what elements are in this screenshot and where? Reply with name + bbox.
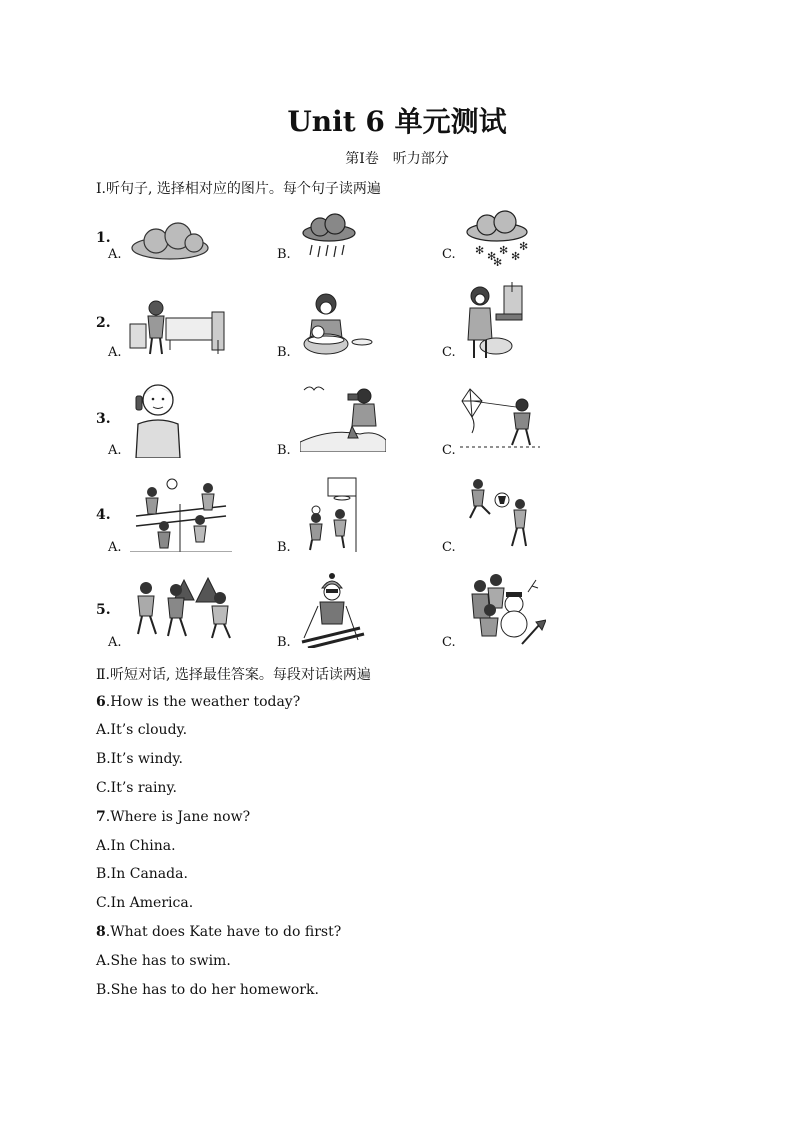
choice-7a: A.In China. bbox=[96, 838, 176, 854]
svg-text:✻: ✻ bbox=[511, 250, 521, 263]
option-label: A. bbox=[108, 443, 122, 458]
svg-text:✻: ✻ bbox=[499, 244, 509, 257]
choice-7c: C.In America. bbox=[96, 895, 194, 911]
basketball-picture[interactable] bbox=[298, 474, 360, 552]
option-label: C. bbox=[442, 247, 456, 262]
choice-7b: B.In Canada. bbox=[96, 866, 188, 882]
section-1-heading: Ⅰ.听句子, 选择相对应的图片。每个句子读两遍 bbox=[96, 181, 381, 197]
question-6: 6.How is the weather today? bbox=[96, 694, 301, 710]
volleyball-picture[interactable] bbox=[130, 476, 232, 552]
question-number: 1. bbox=[96, 230, 111, 246]
soccer-picture[interactable] bbox=[462, 474, 538, 552]
part-subtitle: 第Ⅰ卷 听力部分 bbox=[345, 151, 449, 167]
boy-on-phone-picture[interactable] bbox=[130, 380, 186, 458]
choice-6c: C.It’s rainy. bbox=[96, 780, 177, 796]
option-label: A. bbox=[108, 247, 122, 262]
cooking-picture[interactable] bbox=[462, 282, 526, 360]
option-label: B. bbox=[277, 247, 291, 262]
question-number: 3. bbox=[96, 411, 111, 427]
option-label: B. bbox=[277, 635, 291, 650]
option-label: C. bbox=[442, 443, 456, 458]
svg-text:✻: ✻ bbox=[487, 250, 497, 263]
washing-dishes-picture[interactable] bbox=[296, 290, 376, 358]
rainy-icon[interactable] bbox=[300, 213, 358, 263]
option-label: C. bbox=[442, 345, 456, 360]
option-label: A. bbox=[108, 540, 122, 555]
page-title: Unit 6 单元测试 bbox=[287, 105, 507, 138]
question-number: 2. bbox=[96, 315, 111, 331]
section-2-heading: Ⅱ.听短对话, 选择最佳答案。每段对话读两遍 bbox=[96, 667, 371, 683]
boy-flying-kite-picture[interactable] bbox=[460, 385, 540, 451]
option-label: A. bbox=[108, 345, 122, 360]
option-label: C. bbox=[442, 540, 456, 555]
svg-text:✻: ✻ bbox=[475, 244, 485, 257]
question-number: 5. bbox=[96, 602, 111, 618]
question-7: 7.Where is Jane now? bbox=[96, 809, 251, 825]
option-label: B. bbox=[277, 540, 291, 555]
choice-8b: B.She has to do her homework. bbox=[96, 982, 319, 998]
option-label: B. bbox=[277, 345, 291, 360]
option-label: A. bbox=[108, 635, 122, 650]
question-number: 4. bbox=[96, 507, 111, 523]
question-8: 8.What does Kate have to do first? bbox=[96, 924, 342, 940]
making-bed-picture[interactable] bbox=[126, 298, 228, 360]
cloudy-icon[interactable] bbox=[128, 222, 212, 262]
choice-6a: A.It’s cloudy. bbox=[96, 722, 188, 738]
svg-text:✻: ✻ bbox=[519, 240, 529, 253]
choice-6b: B.It’s windy. bbox=[96, 751, 183, 767]
option-label: C. bbox=[442, 635, 456, 650]
skating-picture[interactable] bbox=[128, 576, 240, 642]
snowy-icon[interactable] bbox=[463, 210, 531, 266]
snowman-picture[interactable] bbox=[466, 570, 546, 650]
choice-8a: A.She has to swim. bbox=[96, 953, 231, 969]
option-label: B. bbox=[277, 443, 291, 458]
skiing-picture[interactable] bbox=[298, 570, 368, 648]
boy-bird-watching-picture[interactable] bbox=[300, 380, 386, 452]
svg-text:✻: ✻ bbox=[493, 256, 503, 266]
